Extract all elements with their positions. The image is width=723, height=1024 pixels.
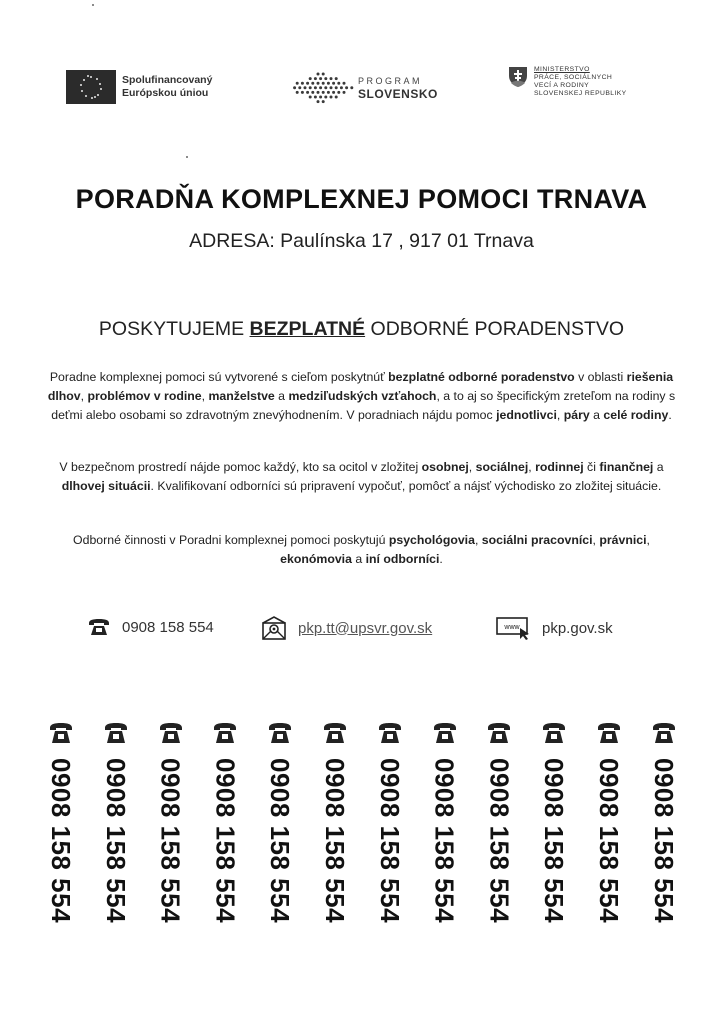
tear-off-tab[interactable] bbox=[99, 722, 133, 992]
text-run: . bbox=[668, 408, 672, 422]
bold-run: celé rodiny bbox=[603, 408, 669, 422]
contact-email[interactable] bbox=[262, 616, 432, 640]
tab-phone-number: 0908 158 554 bbox=[155, 758, 186, 924]
bold-run: manželstve bbox=[208, 389, 275, 403]
program-label: PROGRAM bbox=[358, 76, 423, 86]
ministry-line1: MINISTERSTVO bbox=[534, 66, 590, 73]
bold-run: ekonómovia bbox=[280, 552, 352, 566]
phone-icon bbox=[88, 618, 110, 636]
bold-run: dlhovej situácii bbox=[61, 479, 151, 493]
tab-phone-number: 0908 158 554 bbox=[594, 758, 624, 924]
text-run: . Kvalifikovaní odborníci sú pripravení vypočuť, pomôcť a nájsť východisko zo zložitej situácie. bbox=[150, 479, 662, 493]
eu-logo bbox=[66, 70, 212, 104]
contact-row bbox=[0, 612, 723, 646]
phone-icon bbox=[433, 722, 457, 744]
tab-phone-number: 0908 158 554 bbox=[429, 758, 460, 924]
email-address[interactable]: pkp.tt@upsvr.gov.sk bbox=[298, 619, 433, 637]
ministry-crest-icon bbox=[508, 66, 528, 88]
bold-run: riešenia dlhov bbox=[47, 370, 674, 403]
experts-paragraph bbox=[38, 531, 685, 569]
text-run: a bbox=[351, 552, 366, 566]
tab-phone-number: 0908 158 554 bbox=[484, 758, 515, 924]
text-run: , bbox=[474, 533, 482, 547]
bold-run: sociálnej bbox=[475, 460, 529, 474]
phone-icon bbox=[159, 722, 183, 744]
bold-run: sociálni pracovníci bbox=[481, 533, 593, 547]
tab-phone-number: 0908 158 554 bbox=[100, 758, 131, 924]
subheading-before: POSKYTUJEME bbox=[98, 318, 250, 340]
tab-phone-number: 0908 158 554 bbox=[210, 758, 241, 924]
address: ADRESA: Paulínska 17 , 917 01 Trnava bbox=[189, 230, 534, 252]
subheading bbox=[0, 318, 723, 341]
bold-run: osobnej bbox=[421, 460, 469, 474]
text-run: , a to aj so špecifickým zreteľom na rodiny s deťmi alebo osobami so zdravotným znevýhodnením. V poradniach nájdu pomoc bbox=[51, 389, 676, 422]
text-run: Odborné činnosti v Poradni komplexnej pomoci poskytujú bbox=[73, 533, 389, 547]
phone-number[interactable]: 0908 158 554 bbox=[122, 618, 214, 636]
bold-run: bezplatné odborné poradenstvo bbox=[388, 370, 575, 384]
tear-off-tab[interactable] bbox=[263, 722, 297, 992]
text-run: , bbox=[201, 389, 209, 403]
text-run: Poradne komplexnej pomoci sú vytvorené s cieľom poskytnúť bbox=[49, 370, 389, 384]
intro-paragraph bbox=[38, 368, 685, 425]
web-icon bbox=[496, 616, 530, 640]
text-run: a bbox=[274, 389, 289, 403]
text-run: , bbox=[556, 408, 564, 422]
tear-off-tab[interactable] bbox=[647, 722, 681, 992]
tear-off-tabs bbox=[0, 722, 723, 1002]
phone-icon bbox=[597, 722, 621, 744]
phone-icon bbox=[652, 722, 676, 744]
safety-paragraph bbox=[38, 458, 685, 496]
program-slovensko-logo bbox=[288, 70, 438, 106]
subheading-after: ODBORNÉ PORADENSTVO bbox=[365, 318, 625, 340]
bold-run: rodinnej bbox=[535, 460, 584, 474]
eu-text-line1: Spolufinancovaný bbox=[122, 74, 213, 86]
bold-run: páry bbox=[563, 408, 590, 422]
ministry-line3: VECÍ A RODINY bbox=[534, 82, 590, 89]
tab-phone-number: 0908 158 554 bbox=[265, 758, 296, 924]
contact-phone[interactable] bbox=[88, 618, 214, 636]
bold-run: finančnej bbox=[599, 460, 654, 474]
slovensko-label: SLOVENSKO bbox=[358, 87, 438, 101]
bold-run: právnici bbox=[599, 533, 647, 547]
email-icon bbox=[262, 616, 286, 640]
ministry-line2: PRÁCE, SOCIÁLNYCH bbox=[534, 74, 613, 81]
phone-icon bbox=[213, 722, 237, 744]
bold-run: problémov v rodine bbox=[87, 389, 202, 403]
subheading-emphasis: BEZPLATNÉ bbox=[249, 318, 366, 340]
text-run: , bbox=[592, 533, 600, 547]
program-slovensko-icon bbox=[288, 70, 354, 106]
tear-off-tab[interactable] bbox=[537, 722, 571, 992]
bold-run: iní odborníci bbox=[365, 552, 440, 566]
phone-icon bbox=[487, 722, 511, 744]
text-run: , bbox=[80, 389, 88, 403]
tear-off-tab[interactable] bbox=[318, 722, 352, 992]
text-run: , bbox=[528, 460, 536, 474]
tear-off-tab[interactable] bbox=[482, 722, 516, 992]
text-run: . bbox=[439, 552, 443, 566]
bold-run: jednotlivci bbox=[496, 408, 557, 422]
scan-speck bbox=[186, 156, 188, 158]
text-run: v oblasti bbox=[574, 370, 627, 384]
text-run: , bbox=[468, 460, 476, 474]
tab-phone-number: 0908 158 554 bbox=[648, 758, 679, 924]
tear-off-tab[interactable] bbox=[428, 722, 462, 992]
phone-icon bbox=[268, 722, 292, 744]
tear-off-tab[interactable] bbox=[208, 722, 242, 992]
contact-web[interactable] bbox=[496, 616, 613, 640]
tear-off-tab[interactable] bbox=[44, 722, 78, 992]
tear-off-tab[interactable] bbox=[373, 722, 407, 992]
scan-speck bbox=[92, 4, 94, 6]
tab-phone-number: 0908 158 554 bbox=[46, 758, 76, 924]
bold-run: medziľudských vzťahoch bbox=[288, 389, 437, 403]
ministry-line4: SLOVENSKEJ REPUBLIKY bbox=[534, 90, 627, 97]
tab-phone-number: 0908 158 554 bbox=[320, 758, 350, 924]
website[interactable]: pkp.gov.sk bbox=[542, 619, 613, 637]
phone-icon bbox=[323, 722, 347, 744]
text-run: či bbox=[583, 460, 600, 474]
phone-icon bbox=[49, 722, 73, 744]
text-run: V bezpečnom prostredí nájde pomoc každý, kto sa ocitol v zložitej bbox=[59, 460, 422, 474]
tear-off-tab[interactable] bbox=[592, 722, 626, 992]
text-run: a bbox=[589, 408, 604, 422]
text-run: a bbox=[653, 460, 664, 474]
page-title: PORADŇA KOMPLEXNEJ POMOCI TRNAVA bbox=[75, 184, 648, 214]
tab-phone-number: 0908 158 554 bbox=[374, 758, 405, 924]
web-icon-label: www bbox=[504, 624, 520, 631]
phone-icon bbox=[542, 722, 566, 744]
eu-text-line2: Európskou úniou bbox=[122, 87, 209, 99]
logo-bar bbox=[0, 66, 723, 116]
bold-run: psychológovia bbox=[388, 533, 475, 547]
tear-off-tab[interactable] bbox=[154, 722, 188, 992]
eu-flag-icon bbox=[66, 70, 116, 104]
ministry-logo bbox=[508, 66, 627, 98]
phone-icon bbox=[104, 722, 128, 744]
tab-phone-number: 0908 158 554 bbox=[539, 758, 570, 924]
phone-icon bbox=[378, 722, 402, 744]
text-run: , bbox=[646, 533, 650, 547]
